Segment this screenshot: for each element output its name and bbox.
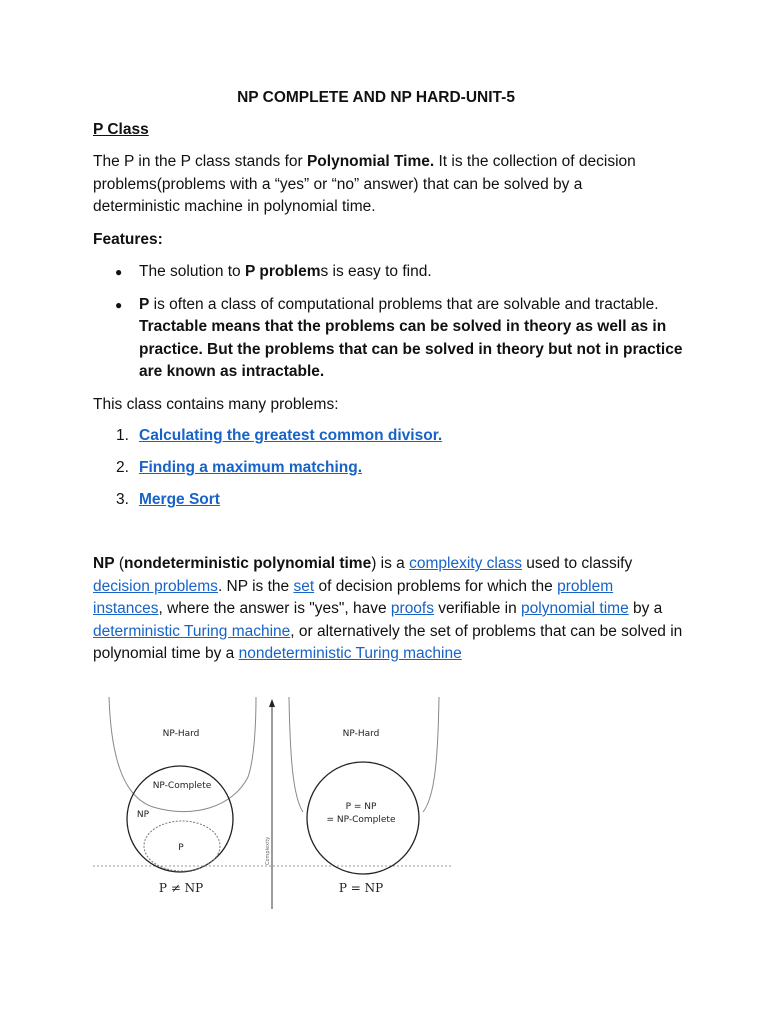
p-class-heading: P Class <box>93 121 149 138</box>
list-item <box>93 489 442 511</box>
text-span: . NP is the <box>217 577 294 595</box>
problems-list <box>93 425 442 521</box>
link-nondeterministic-turing-machine[interactable]: nondeterministic Turing machine <box>238 645 462 662</box>
text-span: The solution to <box>139 263 245 280</box>
bullet-icon: ● <box>115 297 123 312</box>
np-paragraph <box>93 553 683 666</box>
text-span: by a <box>628 600 663 617</box>
right-center-line2: = NP-Complete <box>326 815 396 825</box>
text-span: ( <box>114 555 125 572</box>
left-p-label: P <box>178 843 184 853</box>
right-caption: P = NP <box>338 881 384 895</box>
features-heading: Features: <box>93 231 163 248</box>
list-number: 2. <box>116 459 129 476</box>
problem-link-merge-sort[interactable]: Merge Sort <box>139 491 220 508</box>
link-decision-problems[interactable]: decision problems <box>93 577 218 595</box>
link-proofs[interactable]: proofs <box>390 600 434 617</box>
list-item <box>93 425 442 447</box>
right-np-hard-label: NP-Hard <box>342 729 380 739</box>
link-problem-instances[interactable]: problem instances <box>93 577 614 617</box>
euler-diagram-svg <box>93 697 453 912</box>
features-list <box>93 261 683 384</box>
text-span: is often a class of computational problems that are solvable and tractable. <box>149 295 659 313</box>
list-item <box>93 261 683 284</box>
list-item <box>93 294 683 384</box>
text-span: verifiable in <box>434 600 522 617</box>
text-span: used to classify <box>521 555 633 572</box>
text-span: of decision problems for which the <box>314 577 558 595</box>
bold-term: P <box>139 295 150 313</box>
text-span: , where the answer is "yes", have <box>158 600 391 617</box>
bold-term: NP <box>93 555 115 572</box>
link-deterministic-turing-machine[interactable]: deterministic Turing machine <box>93 622 291 640</box>
text-span: The P in the P class stands for <box>93 153 307 170</box>
right-center-line1: P = NP <box>345 802 377 812</box>
contains-text: This class contains many problems: <box>93 396 339 413</box>
list-number: 3. <box>116 491 129 508</box>
bold-term: Tractable means that the problems can be solved in theory as well as in practice. But the problems that can be solved in theory but not in practice are known as intractable. <box>139 318 683 380</box>
bold-term: P problem <box>244 263 321 280</box>
p-class-intro <box>93 151 673 219</box>
link-complexity-class[interactable]: complexity class <box>409 555 522 572</box>
text-span: It is the collection of decision problems(problems with a “yes” or “no” answer) that can be solved by a deterministic machine in polynomial time. <box>93 153 636 215</box>
link-set[interactable]: set <box>293 577 315 595</box>
text-span: , or alternatively the set of problems that can be solved in polynomial time by a <box>93 622 683 662</box>
axis-label: Complexity <box>265 836 271 865</box>
left-np-complete-label: NP-Complete <box>152 781 212 791</box>
left-caption: P ≠ NP <box>158 881 204 895</box>
document-title: NP COMPLETE AND NP HARD-UNIT-5 <box>237 89 515 106</box>
text-span: s is easy to find. <box>320 263 432 280</box>
list-item <box>93 457 442 479</box>
text-span: ) is a <box>371 555 410 572</box>
bold-term: Polynomial Time. <box>306 153 435 170</box>
problem-link-matching[interactable]: Finding a maximum matching. <box>139 459 363 476</box>
link-polynomial-time[interactable]: polynomial time <box>521 600 629 617</box>
left-np-label: NP <box>136 810 150 820</box>
bold-term: nondeterministic polynomial time <box>124 555 372 572</box>
complexity-classes-diagram <box>93 697 453 912</box>
bullet-icon: ● <box>115 265 123 279</box>
left-np-hard-label: NP-Hard <box>162 729 200 739</box>
problem-link-gcd[interactable]: Calculating the greatest common divisor. <box>139 427 443 444</box>
list-number: 1. <box>116 427 129 444</box>
